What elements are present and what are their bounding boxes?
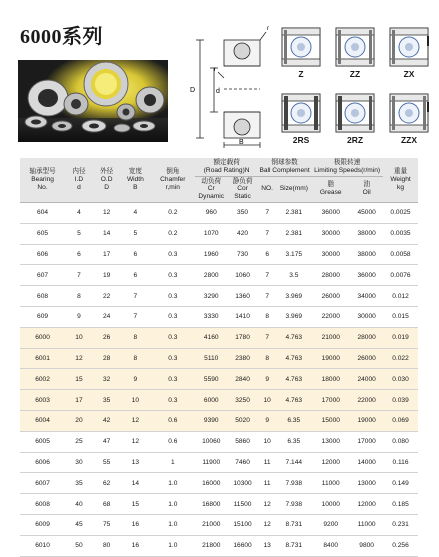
- cell-cor: 2380: [227, 348, 258, 369]
- cell-balls: 12: [258, 494, 276, 515]
- cell-grease: 26000: [311, 286, 350, 307]
- cell-balls: 10: [258, 390, 276, 411]
- header-cor: 静负荷 Cor Static: [227, 176, 258, 202]
- cell-size: 4.763: [276, 327, 311, 348]
- cell-r: 0.2: [150, 202, 195, 223]
- cell-size: 2.381: [276, 223, 311, 244]
- cell-w: 15: [121, 494, 151, 515]
- cell-od: 19: [93, 265, 121, 286]
- cell-oil: 26000: [350, 348, 383, 369]
- cell-no: 6003: [20, 390, 65, 411]
- bearing-zz-icon: [330, 26, 380, 68]
- cell-cor: 1360: [227, 286, 258, 307]
- cell-balls: 11: [258, 452, 276, 473]
- cell-grease: 28000: [311, 265, 350, 286]
- cell-w: 6: [121, 244, 151, 265]
- cell-cr: 2800: [195, 265, 227, 286]
- cell-kg: 0.0035: [383, 223, 418, 244]
- cell-cr: 16800: [195, 494, 227, 515]
- cell-grease: 17000: [311, 390, 350, 411]
- cell-oil: 14000: [350, 452, 383, 473]
- cell-size: 7.938: [276, 494, 311, 515]
- cell-od: 12: [93, 202, 121, 223]
- cell-grease: 15000: [311, 410, 350, 431]
- cell-cr: 4160: [195, 327, 227, 348]
- header-width: 宽度 Width B: [121, 158, 151, 202]
- variant-label: Z: [298, 69, 304, 79]
- cell-cr: 21800: [195, 535, 227, 556]
- cell-cor: 5020: [227, 410, 258, 431]
- cell-cor: 1410: [227, 306, 258, 327]
- cell-r: 0.3: [150, 348, 195, 369]
- table-row: [20, 431, 418, 452]
- page-title: 6000系列: [20, 26, 103, 48]
- cell-w: 8: [121, 327, 151, 348]
- cell-balls: 7: [258, 286, 276, 307]
- header-cr: 动负荷 Cr Dynamic: [195, 176, 227, 202]
- cell-no: 6000: [20, 327, 65, 348]
- cell-size: 7.938: [276, 473, 311, 494]
- cell-od: 55: [93, 452, 121, 473]
- cell-r: 0.3: [150, 327, 195, 348]
- cell-size: 6.35: [276, 431, 311, 452]
- cell-cr: 3290: [195, 286, 227, 307]
- cell-balls: 12: [258, 514, 276, 535]
- cell-size: 7.144: [276, 452, 311, 473]
- header-ball-no: NO.: [258, 176, 276, 202]
- cell-oil: 19000: [350, 410, 383, 431]
- variant-label: 2RS: [292, 135, 310, 145]
- cell-id: 6: [65, 244, 93, 265]
- cell-balls: 10: [258, 431, 276, 452]
- bearing-zx-icon: [384, 26, 434, 68]
- cell-cr: 3330: [195, 306, 227, 327]
- cell-grease: 30000: [311, 244, 350, 265]
- cell-no: 6005: [20, 431, 65, 452]
- variant-rs: [276, 92, 326, 145]
- spec-table-body: [20, 202, 418, 556]
- label-outer-diameter: D: [190, 87, 196, 94]
- table-row: [20, 244, 418, 265]
- cell-size: 8.731: [276, 535, 311, 556]
- cell-no: 6007: [20, 473, 65, 494]
- cell-size: 3.969: [276, 286, 311, 307]
- cell-r: 0.3: [150, 390, 195, 411]
- cell-oil: 38000: [350, 223, 383, 244]
- cell-id: 25: [65, 431, 93, 452]
- cell-od: 32: [93, 369, 121, 390]
- cell-balls: 7: [258, 202, 276, 223]
- cell-cr: 1070: [195, 223, 227, 244]
- table-row: [20, 202, 418, 223]
- table-row: [20, 535, 418, 556]
- cell-no: 606: [20, 244, 65, 265]
- variant-label: 2RZ: [346, 135, 364, 145]
- cell-oil: 36000: [350, 265, 383, 286]
- table-row: [20, 494, 418, 515]
- cell-r: 1.0: [150, 535, 195, 556]
- bearing-rs-icon: [276, 92, 326, 134]
- cell-w: 12: [121, 431, 151, 452]
- cell-size: 6.35: [276, 410, 311, 431]
- variant-zz: [330, 26, 380, 79]
- cell-kg: 0.015: [383, 306, 418, 327]
- cell-r: 1.0: [150, 494, 195, 515]
- cell-balls: 7: [258, 265, 276, 286]
- variant-zx: [384, 26, 434, 79]
- cell-grease: 22000: [311, 306, 350, 327]
- bearing-product-photo: [18, 60, 168, 142]
- cell-kg: 0.022: [383, 348, 418, 369]
- cell-od: 62: [93, 473, 121, 494]
- bearing-cross-section-diagram: [186, 20, 270, 150]
- cell-id: 40: [65, 494, 93, 515]
- cell-id: 20: [65, 410, 93, 431]
- cell-kg: 0.231: [383, 514, 418, 535]
- header-speed: 极限转速 Limiting Speeds(r/min): [311, 158, 383, 176]
- cell-cor: 1060: [227, 265, 258, 286]
- variant-label: ZZ: [349, 69, 361, 79]
- cell-w: 5: [121, 223, 151, 244]
- cell-cor: 730: [227, 244, 258, 265]
- cell-grease: 36000: [311, 202, 350, 223]
- cell-balls: 7: [258, 223, 276, 244]
- cell-grease: 13000: [311, 431, 350, 452]
- cell-id: 10: [65, 327, 93, 348]
- cell-cor: 10300: [227, 473, 258, 494]
- cell-cor: 11500: [227, 494, 258, 515]
- cell-cor: 420: [227, 223, 258, 244]
- cell-w: 7: [121, 306, 151, 327]
- cell-grease: 12000: [311, 452, 350, 473]
- cell-balls: 8: [258, 348, 276, 369]
- table-row: [20, 265, 418, 286]
- cell-w: 10: [121, 390, 151, 411]
- cell-kg: 0.0058: [383, 244, 418, 265]
- cell-r: 0.3: [150, 306, 195, 327]
- cell-od: 28: [93, 348, 121, 369]
- bearing-z-icon: [276, 26, 326, 68]
- table-row: [20, 327, 418, 348]
- header-grease: 脂 Grease: [311, 176, 350, 202]
- cell-cor: 5860: [227, 431, 258, 452]
- cell-balls: 11: [258, 473, 276, 494]
- cell-kg: 0.012: [383, 286, 418, 307]
- cell-oil: 9800: [350, 535, 383, 556]
- cell-od: 14: [93, 223, 121, 244]
- cell-grease: 21000: [311, 327, 350, 348]
- cell-balls: 9: [258, 410, 276, 431]
- cell-kg: 0.256: [383, 535, 418, 556]
- cell-cor: 350: [227, 202, 258, 223]
- header-id: 内径 I.D d: [65, 158, 93, 202]
- cell-w: 14: [121, 473, 151, 494]
- cell-cr: 21000: [195, 514, 227, 535]
- table-row: [20, 410, 418, 431]
- cell-w: 16: [121, 535, 151, 556]
- cell-size: 2.381: [276, 202, 311, 223]
- cell-kg: 0.0025: [383, 202, 418, 223]
- cell-kg: 0.149: [383, 473, 418, 494]
- label-width: B: [239, 139, 244, 146]
- cell-r: 0.2: [150, 223, 195, 244]
- cell-r: 1.0: [150, 514, 195, 535]
- cell-grease: 19000: [311, 348, 350, 369]
- cell-cr: 16000: [195, 473, 227, 494]
- cell-kg: 0.039: [383, 390, 418, 411]
- cell-w: 12: [121, 410, 151, 431]
- seal-variants: [270, 26, 439, 154]
- cell-cor: 7460: [227, 452, 258, 473]
- table-row: [20, 514, 418, 535]
- cell-od: 68: [93, 494, 121, 515]
- cell-no: 605: [20, 223, 65, 244]
- cell-cr: 11900: [195, 452, 227, 473]
- cell-kg: 0.019: [383, 327, 418, 348]
- cell-oil: 34000: [350, 286, 383, 307]
- cell-kg: 0.030: [383, 369, 418, 390]
- cell-kg: 0.0076: [383, 265, 418, 286]
- cell-no: 6001: [20, 348, 65, 369]
- cell-size: 3.175: [276, 244, 311, 265]
- cell-id: 7: [65, 265, 93, 286]
- cell-no: 6009: [20, 514, 65, 535]
- cell-od: 22: [93, 286, 121, 307]
- variant-z: [276, 26, 326, 79]
- cell-cr: 5590: [195, 369, 227, 390]
- cell-oil: 11000: [350, 514, 383, 535]
- cell-no: 608: [20, 286, 65, 307]
- cell-cr: 960: [195, 202, 227, 223]
- cell-no: 607: [20, 265, 65, 286]
- cell-kg: 0.080: [383, 431, 418, 452]
- cell-kg: 0.116: [383, 452, 418, 473]
- cell-no: 6010: [20, 535, 65, 556]
- cell-no: 609: [20, 306, 65, 327]
- cell-balls: 6: [258, 244, 276, 265]
- cell-size: 4.763: [276, 390, 311, 411]
- cell-w: 13: [121, 452, 151, 473]
- cell-id: 4: [65, 202, 93, 223]
- cell-od: 26: [93, 327, 121, 348]
- cell-oil: 30000: [350, 306, 383, 327]
- header-chamfer: 倒角 Chamfer r,min: [150, 158, 195, 202]
- header-ball: 钢球参数 Ball Complement: [258, 158, 311, 176]
- cell-od: 17: [93, 244, 121, 265]
- label-r-top: r: [267, 26, 269, 32]
- cell-oil: 28000: [350, 327, 383, 348]
- table-row: [20, 306, 418, 327]
- cell-size: 3.969: [276, 306, 311, 327]
- cell-balls: 7: [258, 327, 276, 348]
- header-rating: 额定载荷 (Road Rating)N: [195, 158, 258, 176]
- cell-w: 6: [121, 265, 151, 286]
- cell-od: 80: [93, 535, 121, 556]
- cell-r: 0.3: [150, 244, 195, 265]
- cell-size: 3.5: [276, 265, 311, 286]
- cell-oil: 24000: [350, 369, 383, 390]
- table-row: [20, 390, 418, 411]
- cell-oil: 45000: [350, 202, 383, 223]
- header-oil: 油 Oil: [350, 176, 383, 202]
- cell-kg: 0.185: [383, 494, 418, 515]
- cell-no: 604: [20, 202, 65, 223]
- cell-oil: 12000: [350, 494, 383, 515]
- cell-id: 30: [65, 452, 93, 473]
- cell-id: 9: [65, 306, 93, 327]
- table-header-row: [20, 158, 418, 176]
- cell-cr: 10060: [195, 431, 227, 452]
- variant-rz: [330, 92, 380, 145]
- cell-cr: 1960: [195, 244, 227, 265]
- table-row: [20, 473, 418, 494]
- header-od: 外径 O.D D: [93, 158, 121, 202]
- cell-no: 6006: [20, 452, 65, 473]
- cell-od: 75: [93, 514, 121, 535]
- cell-size: 4.763: [276, 348, 311, 369]
- cell-cor: 1780: [227, 327, 258, 348]
- cell-kg: 0.069: [383, 410, 418, 431]
- variant-label: ZX: [403, 69, 415, 79]
- cell-r: 0.3: [150, 369, 195, 390]
- cell-size: 8.731: [276, 514, 311, 535]
- cell-w: 9: [121, 369, 151, 390]
- cell-w: 4: [121, 202, 151, 223]
- bearing-zzx-icon: [384, 92, 434, 134]
- cell-r: 0.3: [150, 265, 195, 286]
- variant-zzx: [384, 92, 434, 145]
- cell-no: 6008: [20, 494, 65, 515]
- cell-no: 6002: [20, 369, 65, 390]
- variant-label: ZZX: [400, 135, 418, 145]
- cell-od: 35: [93, 390, 121, 411]
- cell-size: 4.763: [276, 369, 311, 390]
- spec-table: [20, 158, 418, 557]
- cell-r: 1.0: [150, 473, 195, 494]
- cell-w: 16: [121, 514, 151, 535]
- cell-cor: 15100: [227, 514, 258, 535]
- cell-cr: 5110: [195, 348, 227, 369]
- cell-id: 12: [65, 348, 93, 369]
- table-row: [20, 348, 418, 369]
- table-row: [20, 223, 418, 244]
- cell-cor: 16600: [227, 535, 258, 556]
- cell-r: 0.6: [150, 410, 195, 431]
- cell-oil: 17000: [350, 431, 383, 452]
- table-row: [20, 452, 418, 473]
- cell-grease: 9200: [311, 514, 350, 535]
- cell-balls: 13: [258, 535, 276, 556]
- cell-w: 7: [121, 286, 151, 307]
- table-row: [20, 369, 418, 390]
- cell-cor: 2840: [227, 369, 258, 390]
- cell-id: 5: [65, 223, 93, 244]
- cell-r: 0.6: [150, 431, 195, 452]
- label-inner-diameter: d: [216, 88, 220, 95]
- header-ball-size: Size(mm): [276, 176, 311, 202]
- cell-no: 6004: [20, 410, 65, 431]
- label-r-inner: r: [214, 67, 216, 73]
- header-bearing: 轴承型号 Bearing No.: [20, 158, 65, 202]
- cell-grease: 11000: [311, 473, 350, 494]
- table-row: [20, 286, 418, 307]
- cell-balls: 9: [258, 369, 276, 390]
- header-weight: 重量 Weight kg: [383, 158, 418, 202]
- cell-id: 17: [65, 390, 93, 411]
- cell-cr: 6000: [195, 390, 227, 411]
- cell-id: 8: [65, 286, 93, 307]
- cell-id: 15: [65, 369, 93, 390]
- cell-balls: 8: [258, 306, 276, 327]
- cell-cr: 9390: [195, 410, 227, 431]
- cell-w: 8: [121, 348, 151, 369]
- cell-od: 24: [93, 306, 121, 327]
- cell-oil: 38000: [350, 244, 383, 265]
- bearing-rz-icon: [330, 92, 380, 134]
- cell-r: 1: [150, 452, 195, 473]
- cell-grease: 10000: [311, 494, 350, 515]
- cell-grease: 8400: [311, 535, 350, 556]
- cell-od: 42: [93, 410, 121, 431]
- cell-id: 50: [65, 535, 93, 556]
- cell-od: 47: [93, 431, 121, 452]
- cell-grease: 18000: [311, 369, 350, 390]
- cell-oil: 22000: [350, 390, 383, 411]
- cell-id: 45: [65, 514, 93, 535]
- cell-grease: 30000: [311, 223, 350, 244]
- cell-r: 0.3: [150, 286, 195, 307]
- cell-cor: 3250: [227, 390, 258, 411]
- cell-id: 35: [65, 473, 93, 494]
- cell-oil: 13000: [350, 473, 383, 494]
